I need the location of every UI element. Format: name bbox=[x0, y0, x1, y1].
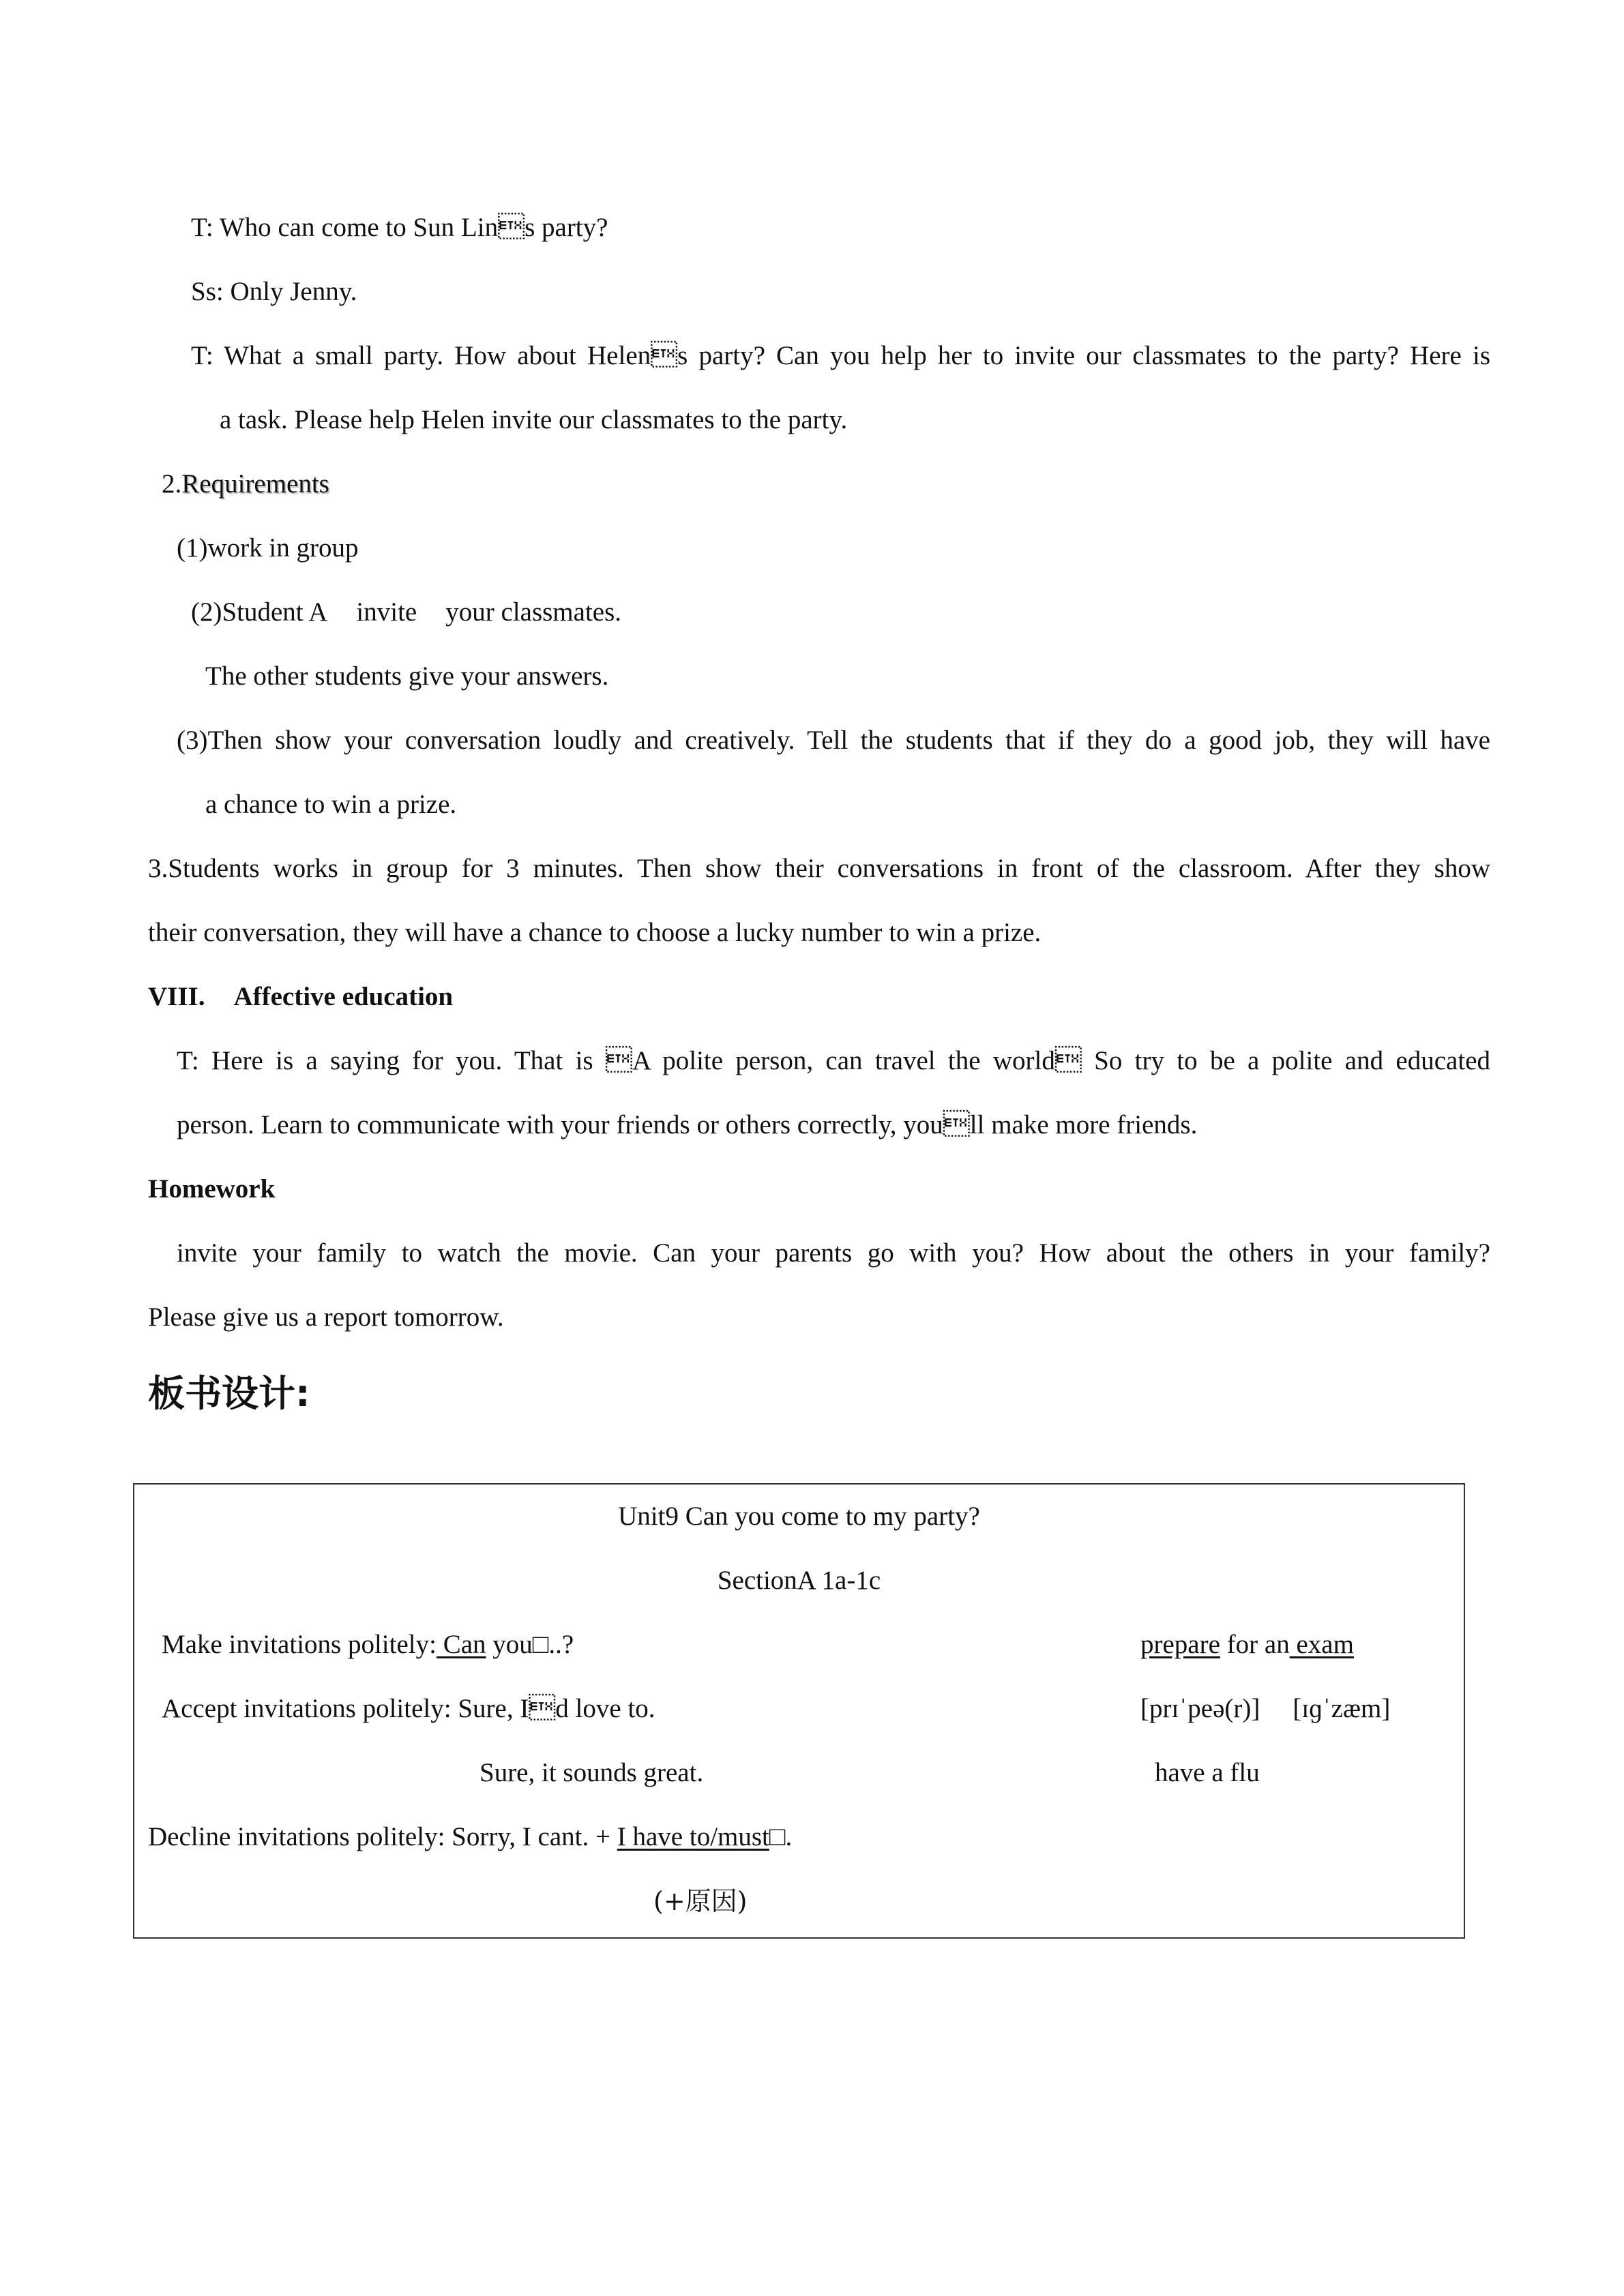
board-phonetics bbox=[1140, 1693, 1390, 1725]
make-invitations-can: Can bbox=[436, 1630, 486, 1659]
decline-invitations-label: Decline invitations politely: Sorry, I cant. + bbox=[148, 1822, 617, 1851]
homework-heading: Homework bbox=[148, 1174, 276, 1204]
requirements-number: 2. bbox=[162, 469, 182, 498]
affective-text-2: person. Learn to communicate with your friends or others correctly, youll make more friends. bbox=[177, 1110, 1198, 1139]
board-title: Unit9 Can you come to my party? bbox=[618, 1502, 980, 1531]
board-section: SectionA 1a-1c bbox=[717, 1566, 881, 1595]
vocab-prepare: prepare bbox=[1140, 1630, 1220, 1659]
requirement-2-part-c: your classmates. bbox=[445, 597, 622, 627]
decline-end: □. bbox=[769, 1822, 793, 1851]
board-design-heading: 板书设计: bbox=[148, 1372, 310, 1415]
dialogue-teacher-2-cont: a task. Please help Helen invite our classmates to the party. bbox=[220, 405, 848, 434]
board-accept-invitations: Accept invitations politely: Sure, Id love to. bbox=[162, 1694, 655, 1723]
dialogue-students-1: Ss: Only Jenny. bbox=[191, 277, 357, 306]
requirement-3: (3)Then show your conversation loudly and creatively. Tell the students that if they do a good job, they will have bbox=[177, 726, 1490, 755]
dialogue-teacher-2: T: What a small party. How about Helens party? Can you help her to invite our classmates to the party? Here is bbox=[191, 341, 1490, 370]
step-3: 3.Students works in group for 3 minutes. Then show their conversations in front of the classroom. After they show bbox=[148, 854, 1490, 883]
homework-text-1: invite your family to watch the movie. Can your parents go with you? How about the others in your family? bbox=[177, 1238, 1490, 1268]
board-decline-invitations bbox=[148, 1821, 792, 1853]
make-invitations-label: Make invitations politely: bbox=[162, 1630, 437, 1659]
vocab-for-an: for an bbox=[1220, 1630, 1290, 1659]
requirements-heading bbox=[162, 468, 329, 501]
requirement-2-part-a: (2)Student A bbox=[191, 597, 328, 627]
vocab-exam: exam bbox=[1289, 1630, 1354, 1659]
board-accept-alt: Sure, it sounds great. bbox=[479, 1758, 704, 1787]
section-viii-title: Affective education bbox=[233, 982, 454, 1011]
requirement-2-part-b: invite bbox=[356, 597, 417, 627]
step-3-cont: their conversation, they will have a chance to choose a lucky number to win a prize. bbox=[148, 918, 1042, 947]
board-make-invitations bbox=[162, 1628, 574, 1661]
section-viii-number: VIII. bbox=[148, 982, 205, 1011]
phonetic-exam: [ɪɡˈzæm] bbox=[1293, 1694, 1391, 1723]
requirement-1: (1)work in group bbox=[177, 533, 359, 563]
board-reason: (+原因) bbox=[653, 1886, 748, 1916]
board-vocab-prepare bbox=[1140, 1628, 1354, 1661]
phonetic-prepare: [prɪˈpeə(r)] bbox=[1140, 1694, 1260, 1723]
board-vocab-flu: have a flu bbox=[1155, 1758, 1260, 1787]
requirements-label: Requirements bbox=[181, 469, 329, 498]
section-viii-heading bbox=[148, 981, 453, 1013]
homework-text-2: Please give us a report tomorrow. bbox=[148, 1302, 504, 1332]
requirement-3-cont: a chance to win a prize. bbox=[205, 790, 457, 819]
requirement-2-note: The other students give your answers. bbox=[205, 661, 609, 691]
dialogue-teacher-1: T: Who can come to Sun Lins party? bbox=[191, 213, 608, 242]
make-invitations-rest: you□..? bbox=[486, 1630, 574, 1659]
decline-have-to: I have to/must bbox=[617, 1822, 769, 1851]
requirement-2 bbox=[191, 596, 621, 629]
affective-text-1: T: Here is a saying for you. That is A polite person, can travel the world So try to be a polite and educated bbox=[177, 1046, 1490, 1075]
